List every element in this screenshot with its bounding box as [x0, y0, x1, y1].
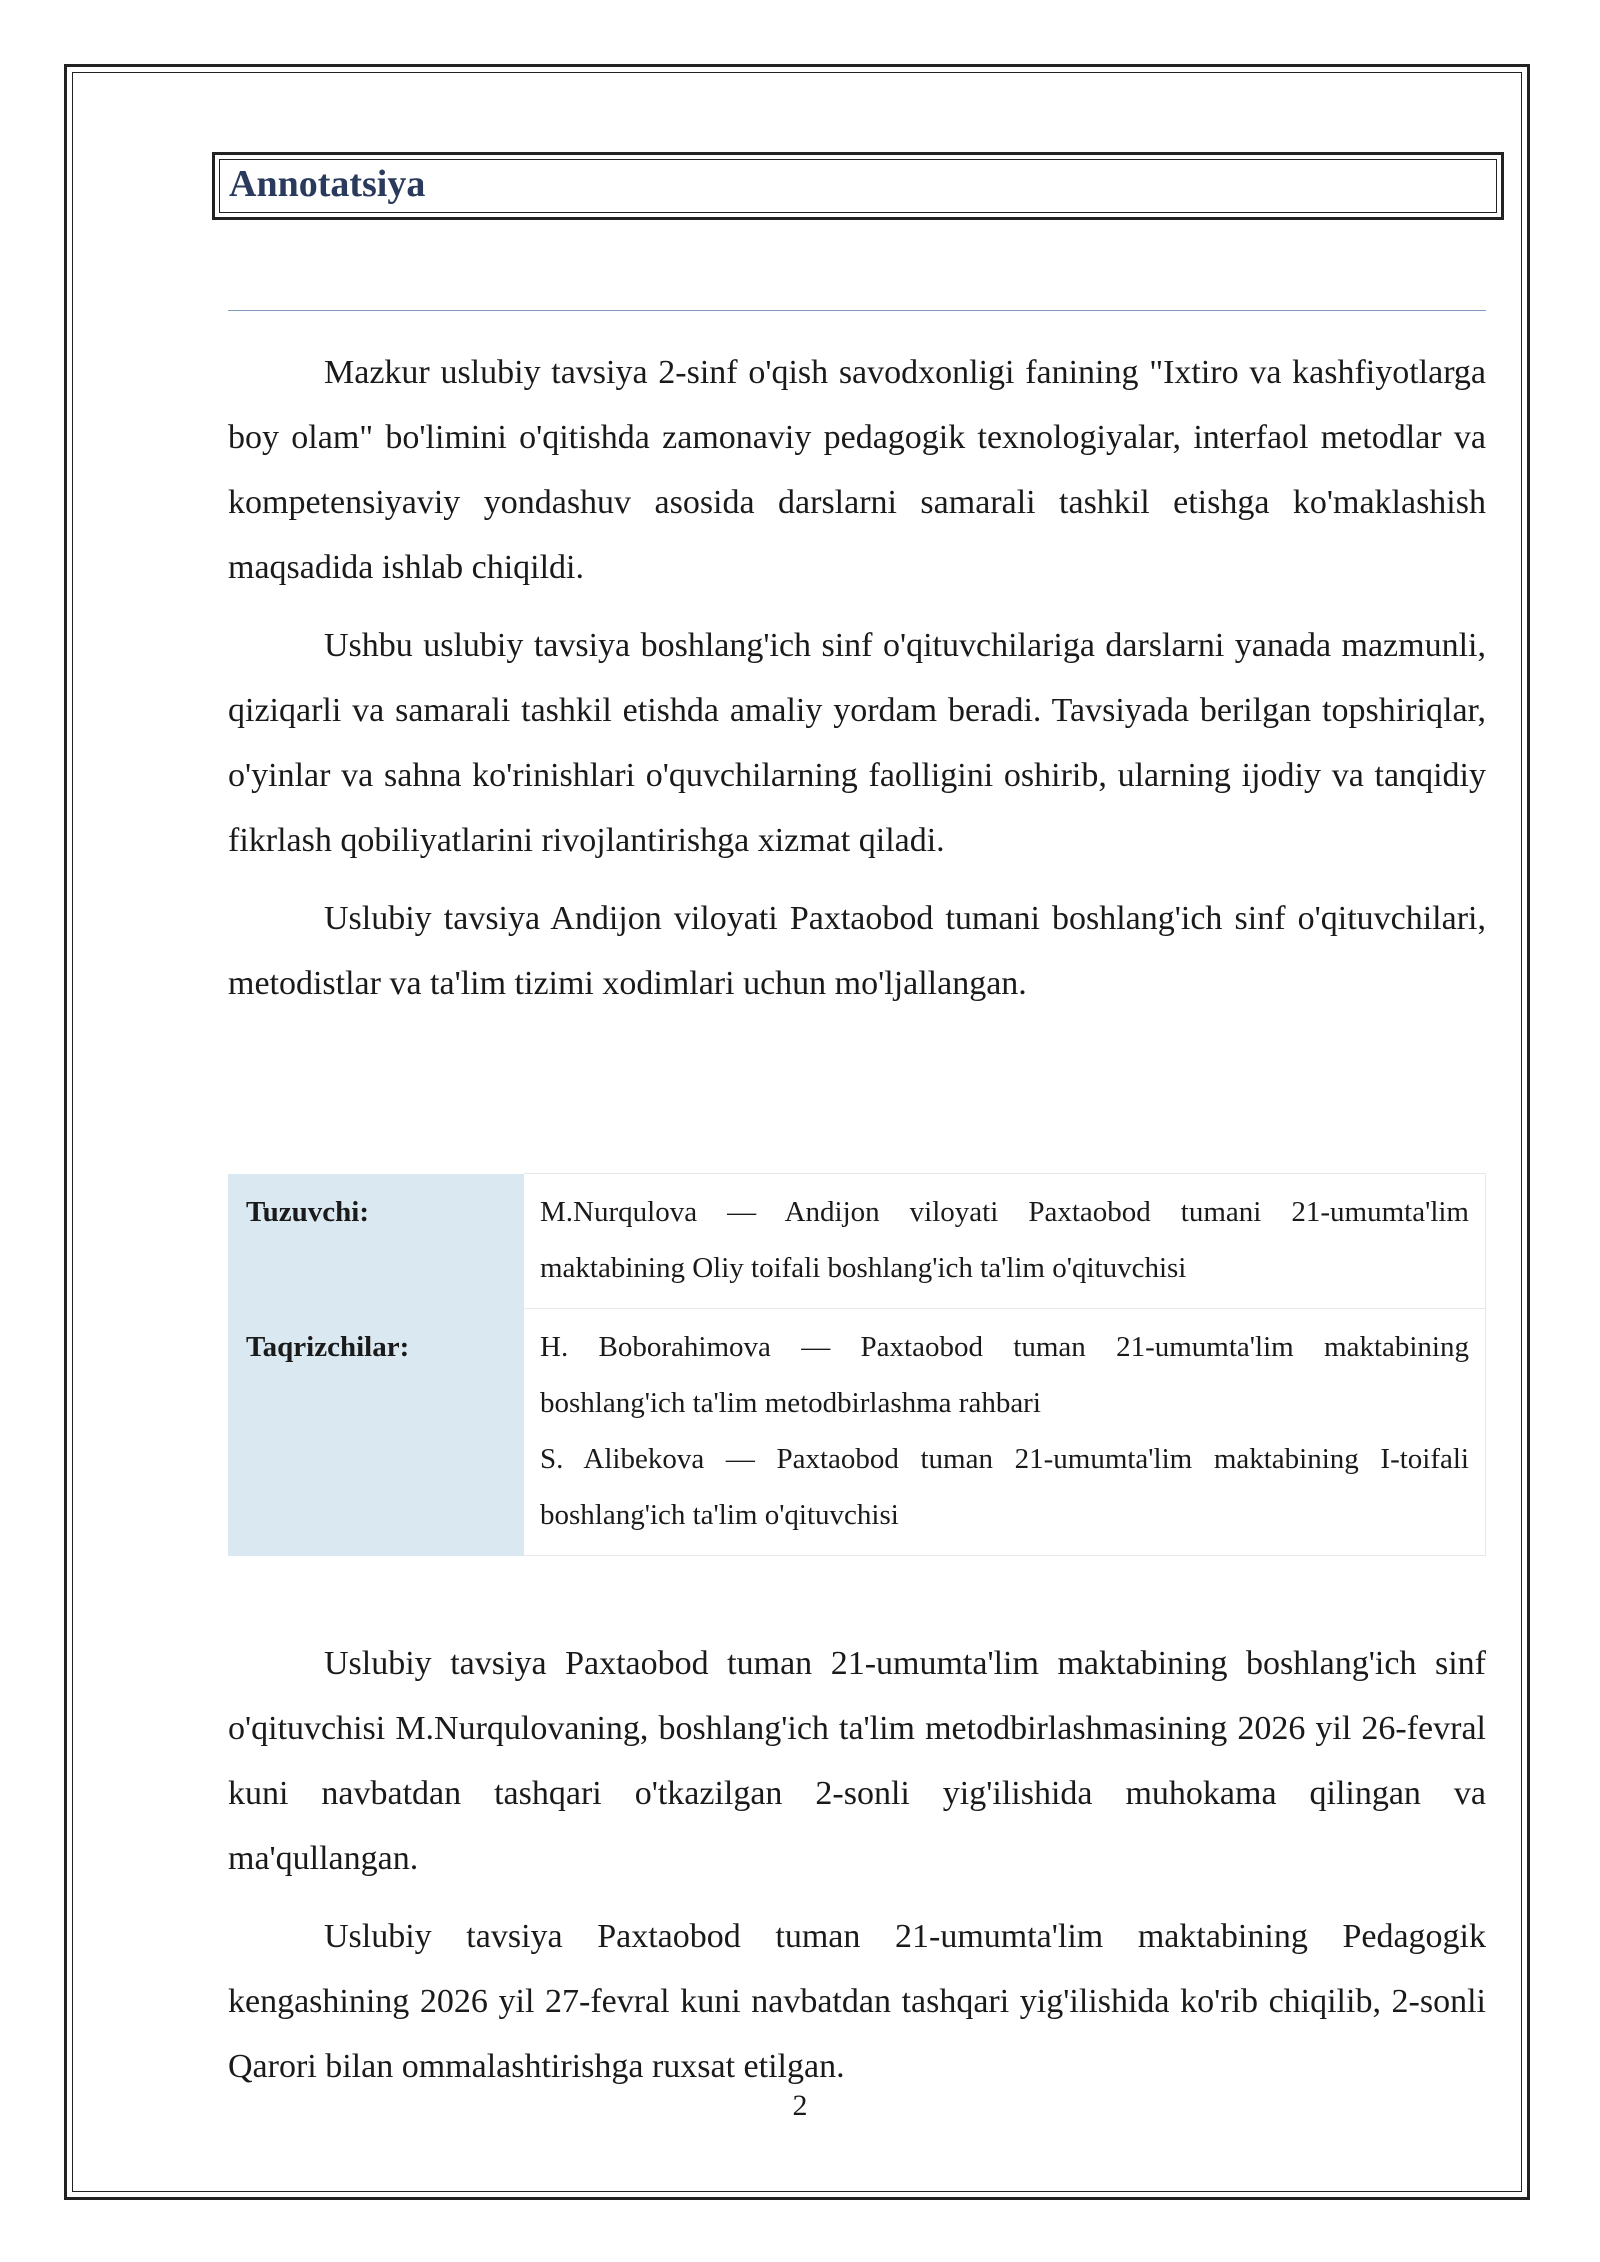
- paragraph-approval-council: Uslubiy tavsiya Paxtaobod tuman 21-umumta'lim maktabining Pedagogik kengashining 2026 yil 27-fevral kuni navbatdan tashqari yig'ilishida ko'rib chiqilib, 2-sonli Qarori bilan ommalashtirishga ruxsat etilgan.: [228, 1918, 1486, 2085]
- compiler-value: [524, 1174, 1486, 1309]
- reviewer-line: H. Boborahimova — Paxtaobod tuman 21-umumta'lim maktabining boshlang'ich ta'lim metodbirlashma rahbari: [540, 1331, 1469, 1419]
- paragraph-benefit: Ushbu uslubiy tavsiya boshlang'ich sinf o'qituvchilariga darslarni yanada mazmunli, qiziqarli va samarali tashkil etishda amaliy yordam beradi. Tavsiyada berilgan topshiriqlar, o'yinlar va sahna ko'rinishlari o'quvchilarning faolligini oshirib, ularning ijodiy va tanqidiy fikrlash qobiliyatlarini rivojlantirishga xizmat qiladi.: [228, 627, 1486, 859]
- divider-line: [228, 310, 1486, 311]
- annotation-text-top: [228, 340, 1486, 1029]
- reviewer-line: S. Alibekova — Paxtaobod tuman 21-umumta'lim maktabining I-toifali boshlang'ich ta'lim o'qituvchisi: [540, 1443, 1469, 1531]
- page-number: 2: [792, 2089, 808, 2122]
- compiler-line: M.Nurqulova — Andijon viloyati Paxtaobod tumani 21-umumta'lim maktabining Oliy toifali boshlang'ich ta'lim o'qituvchisi: [540, 1196, 1469, 1284]
- compiler-label: Tuzuvchi:: [228, 1174, 524, 1309]
- annotation-text-bottom: [228, 1631, 1486, 2112]
- page-title: Annotatsiya: [229, 163, 426, 205]
- authors-table: [228, 1173, 1486, 1556]
- heading-box: [212, 152, 1504, 220]
- reviewers-value: [524, 1309, 1486, 1556]
- paragraph-purpose: Mazkur uslubiy tavsiya 2-sinf o'qish savodxonligi fanining "Ixtiro va kashfiyotlarga boy olam" bo'limini o'qitishda zamonaviy pedagogik texnologiyalar, interfaol metodlar va kompetensiyaviy yondashuv asosida darslarni samarali tashkil etishga ko'maklashish maqsadida ishlab chiqildi.: [228, 354, 1486, 586]
- paragraph-audience: Uslubiy tavsiya Andijon viloyati Paxtaobod tumani boshlang'ich sinf o'qituvchilari, metodistlar va ta'lim tizimi xodimlari uchun mo'ljallangan.: [228, 900, 1486, 1002]
- reviewers-label: Taqrizchilar:: [228, 1309, 524, 1556]
- paragraph-approval-methodical: Uslubiy tavsiya Paxtaobod tuman 21-umumta'lim maktabining boshlang'ich sinf o'qituvchisi M.Nurqulovaning, boshlang'ich ta'lim metodbirlashmasining 2026 yil 26-fevral kuni navbatdan tashqari o'tkazilgan 2-sonli yig'ilishida muhokama qilingan va ma'qullangan.: [228, 1645, 1486, 1877]
- table-row-compiler: [228, 1174, 1486, 1309]
- table-row-reviewers: [228, 1309, 1486, 1556]
